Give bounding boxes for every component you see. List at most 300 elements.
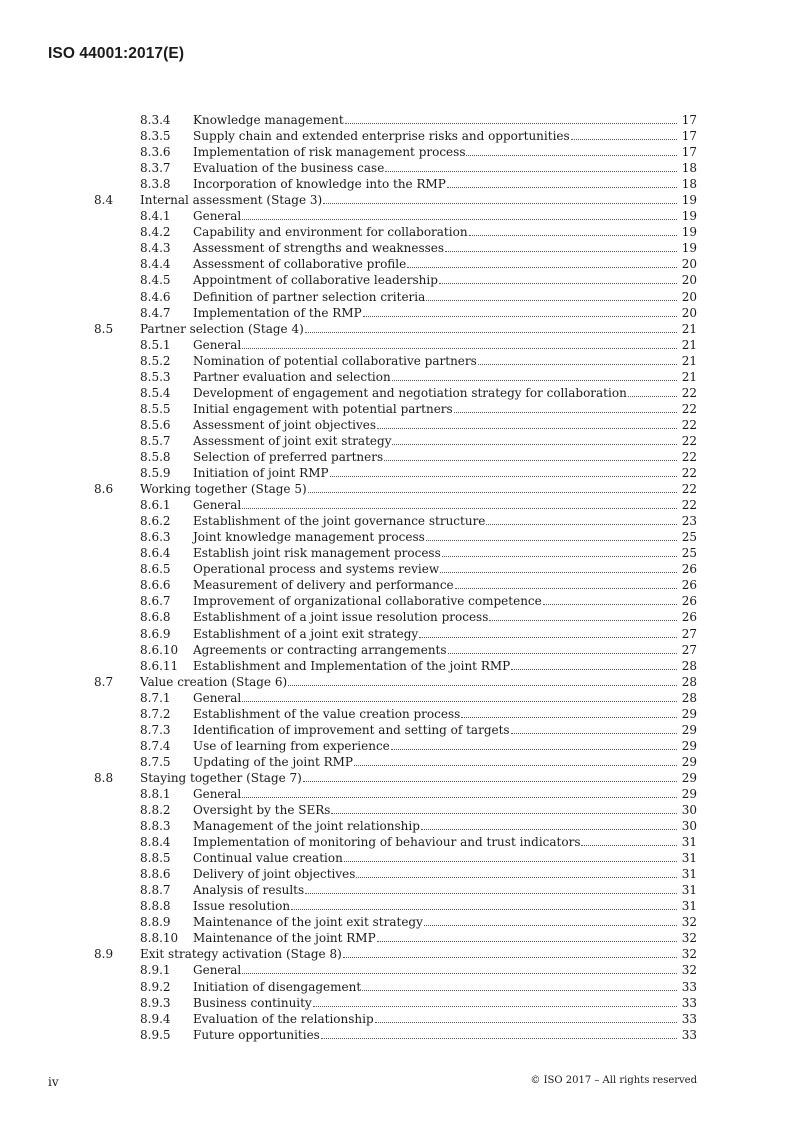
- toc-entry-line: [140, 770, 697, 786]
- toc-entry-number: 8.8: [94, 770, 114, 785]
- toc-entry-title[interactable]: Improvement of organizational collaborative competence: [193, 594, 542, 609]
- toc-entry-line: [193, 144, 697, 160]
- toc-entry-line: [193, 433, 697, 449]
- toc-entry-title[interactable]: General: [193, 963, 242, 978]
- toc-entry-line: [140, 481, 697, 497]
- toc-entry-line: [193, 1027, 697, 1043]
- toc-entry-line: [193, 353, 697, 369]
- toc-entry-page[interactable]: 32: [681, 963, 697, 978]
- toc-dot-leader: [356, 866, 677, 878]
- toc-entry[interactable]: [0, 176, 793, 192]
- toc-entry-title[interactable]: Maintenance of the joint exit strategy: [193, 915, 423, 930]
- toc-entry-line: [193, 401, 697, 417]
- toc-entry[interactable]: [0, 256, 793, 272]
- toc-entry-title[interactable]: Assessment of strengths and weaknesses: [193, 241, 445, 256]
- toc-entry-line: [193, 449, 697, 465]
- toc-entry-line: [193, 369, 697, 385]
- toc-entry[interactable]: [0, 818, 793, 834]
- toc-entry-line: [193, 577, 697, 593]
- toc-entry[interactable]: [0, 866, 793, 882]
- toc-entry-title[interactable]: Internal assessment (Stage 3): [140, 193, 323, 208]
- toc-entry-page[interactable]: 19: [681, 193, 697, 208]
- toc-entry-page[interactable]: 26: [681, 578, 697, 593]
- toc-dot-leader: [391, 738, 677, 750]
- toc-dot-leader: [461, 706, 677, 718]
- toc-entry[interactable]: [0, 914, 793, 930]
- toc-entry-title[interactable]: General: [193, 690, 242, 705]
- toc-entry-line: [193, 786, 697, 802]
- toc-entry-title[interactable]: Continual value creation: [193, 851, 343, 866]
- toc-entry-page[interactable]: 19: [681, 209, 697, 224]
- toc-entry-page[interactable]: 17: [681, 129, 697, 144]
- toc-entry-number: 8.4.1: [140, 209, 171, 224]
- toc-entry-number: 8.5.1: [140, 337, 171, 352]
- toc-entry[interactable]: [0, 337, 793, 353]
- toc-entry-line: [193, 1011, 697, 1027]
- toc-entry[interactable]: [0, 529, 793, 545]
- toc-entry-title[interactable]: Definition of partner selection criteria: [193, 289, 426, 304]
- toc-entry-page[interactable]: 33: [681, 979, 697, 994]
- toc-entry-title[interactable]: Partner selection (Stage 4): [140, 321, 304, 336]
- toc-dot-leader: [375, 1011, 677, 1023]
- toc-entry-page[interactable]: 17: [681, 145, 697, 160]
- toc-entry-number: 8.5.7: [140, 433, 171, 448]
- toc-entry-line: [193, 626, 697, 642]
- toc-entry-page[interactable]: 19: [681, 225, 697, 240]
- toc-entry-line: [193, 176, 697, 192]
- toc-entry-line: [193, 208, 697, 224]
- toc-entry-title[interactable]: Establishment of the value creation process: [193, 706, 461, 721]
- toc-entry[interactable]: [0, 449, 793, 465]
- toc-entry-title[interactable]: Exit strategy activation (Stage 8): [140, 947, 342, 962]
- toc-entry-page[interactable]: 18: [681, 177, 697, 192]
- toc-entry[interactable]: [0, 545, 793, 561]
- toc-dot-leader: [377, 930, 677, 942]
- toc-entry[interactable]: [0, 802, 793, 818]
- toc-entry-page[interactable]: 28: [681, 690, 697, 705]
- toc-entry-page[interactable]: 21: [681, 353, 697, 368]
- toc-entry[interactable]: [0, 401, 793, 417]
- toc-entry-title[interactable]: Evaluation of the relationship: [193, 1011, 374, 1026]
- toc-entry-page[interactable]: 29: [681, 786, 697, 801]
- toc-entry-number: 8.7.3: [140, 722, 171, 737]
- toc-dot-leader: [439, 272, 677, 284]
- toc-dot-leader: [489, 609, 677, 621]
- toc-entry-title[interactable]: Oversight by the SERs: [193, 803, 331, 818]
- toc-entry-title[interactable]: Delivery of joint objectives: [193, 867, 356, 882]
- toc-entry[interactable]: [0, 192, 793, 208]
- toc-entry-number: 8.7.5: [140, 754, 171, 769]
- toc-dot-leader: [466, 144, 677, 156]
- toc-entry-title[interactable]: Management of the joint relationship: [193, 819, 420, 834]
- toc-entry-number: 8.6.2: [140, 514, 171, 529]
- toc-entry[interactable]: [0, 112, 793, 128]
- toc-entry-number: 8.8.9: [140, 915, 171, 930]
- toc-entry-number: 8.9.3: [140, 995, 171, 1010]
- toc-entry[interactable]: [0, 561, 793, 577]
- toc-entry[interactable]: [0, 224, 793, 240]
- toc-entry-number: 8.4.5: [140, 273, 171, 288]
- toc-entry-line: [193, 112, 697, 128]
- toc-entry-title[interactable]: Joint knowledge management process: [193, 530, 425, 545]
- toc-entry[interactable]: [0, 834, 793, 850]
- toc-entry[interactable]: [0, 946, 793, 962]
- toc-entry-page[interactable]: 22: [681, 385, 697, 400]
- toc-entry[interactable]: [0, 722, 793, 738]
- toc-entry-title[interactable]: Knowledge management: [193, 113, 344, 127]
- toc-entry-page[interactable]: 31: [681, 899, 697, 914]
- toc-entry-page[interactable]: 28: [681, 674, 697, 689]
- toc-dot-leader: [242, 208, 677, 220]
- toc-entry[interactable]: [0, 272, 793, 288]
- toc-entry[interactable]: [0, 513, 793, 529]
- toc-entry[interactable]: [0, 577, 793, 593]
- toc-entry-title[interactable]: Development of engagement and negotiation strategy for collaboration: [193, 385, 627, 400]
- toc-entry[interactable]: [0, 754, 793, 770]
- toc-entry-page[interactable]: 31: [681, 851, 697, 866]
- toc-entry-page[interactable]: 29: [681, 706, 697, 721]
- toc-entry-number: 8.3.5: [140, 129, 171, 144]
- toc-entry-page[interactable]: 26: [681, 594, 697, 609]
- toc-dot-leader: [511, 722, 677, 734]
- toc-entry-page[interactable]: 29: [681, 754, 697, 769]
- toc-dot-leader: [345, 112, 677, 124]
- toc-entry-line: [193, 690, 697, 706]
- toc-entry[interactable]: [0, 674, 793, 690]
- toc-entry-number: 8.8.8: [140, 899, 171, 914]
- toc-entry-number: 8.3.7: [140, 161, 171, 176]
- toc-entry[interactable]: [0, 481, 793, 497]
- toc-entry-line: [193, 962, 697, 978]
- toc-entry-title[interactable]: Selection of preferred partners: [193, 449, 384, 464]
- toc-entry-page[interactable]: 29: [681, 738, 697, 753]
- toc-entry[interactable]: [0, 642, 793, 658]
- toc-entry[interactable]: [0, 930, 793, 946]
- toc-dot-leader: [330, 465, 677, 477]
- toc-dot-leader: [440, 561, 677, 573]
- toc-entry-line: [193, 979, 697, 995]
- toc-entry-line: [193, 898, 697, 914]
- toc-entry-number: 8.9.2: [140, 979, 171, 994]
- toc-entry-page[interactable]: 25: [681, 530, 697, 545]
- toc-entry[interactable]: [0, 850, 793, 866]
- toc-entry[interactable]: [0, 609, 793, 625]
- toc-entry-page[interactable]: 26: [681, 610, 697, 625]
- toc-entry-line: [193, 802, 697, 818]
- toc-dot-leader: [362, 979, 677, 991]
- toc-dot-leader: [384, 449, 677, 461]
- toc-dot-leader: [242, 337, 677, 349]
- toc-entry-line: [193, 818, 697, 834]
- toc-entry-title[interactable]: General: [193, 498, 242, 513]
- toc-dot-leader: [308, 481, 677, 493]
- toc-entry-title[interactable]: General: [193, 337, 242, 352]
- toc-entry-title[interactable]: Future opportunities: [193, 1027, 320, 1042]
- toc-entry-page[interactable]: 22: [681, 466, 697, 481]
- toc-entry-page[interactable]: 27: [681, 626, 697, 641]
- toc-entry-number: 8.5.2: [140, 353, 171, 368]
- toc-entry-title[interactable]: General: [193, 786, 242, 801]
- toc-entry-line: [193, 722, 697, 738]
- toc-entry-page[interactable]: 25: [681, 546, 697, 561]
- toc-dot-leader: [426, 529, 677, 541]
- toc-dot-leader: [377, 417, 677, 429]
- toc-entry-line: [193, 272, 697, 288]
- toc-entry-page[interactable]: 33: [681, 1011, 697, 1026]
- toc-entry-number: 8.7.4: [140, 738, 171, 753]
- toc-entry-page[interactable]: 28: [681, 658, 697, 673]
- toc-entry[interactable]: [0, 497, 793, 513]
- toc-entry-line: [140, 192, 697, 208]
- toc-entry[interactable]: [0, 738, 793, 754]
- toc-entry-title[interactable]: Business continuity: [193, 995, 312, 1010]
- toc-entry-line: [193, 706, 697, 722]
- toc-entry-title[interactable]: Evaluation of the business case: [193, 161, 385, 176]
- toc-entry-title[interactable]: Establishment of a joint issue resolution process: [193, 610, 489, 625]
- toc-dot-leader: [448, 642, 677, 654]
- toc-entry-page[interactable]: 30: [681, 803, 697, 818]
- toc-entry[interactable]: [0, 465, 793, 481]
- toc-entry-page[interactable]: 20: [681, 273, 697, 288]
- document-header-id: ISO 44001:2017(E): [48, 45, 185, 62]
- toc-entry[interactable]: [0, 289, 793, 305]
- toc-entry[interactable]: [0, 995, 793, 1011]
- toc-entry-number: 8.8.7: [140, 883, 171, 898]
- toc-entry-title[interactable]: Staying together (Stage 7): [140, 770, 302, 785]
- toc-entry-number: 8.5.8: [140, 449, 171, 464]
- toc-entry[interactable]: [0, 593, 793, 609]
- toc-entry-title[interactable]: Capability and environment for collaboration: [193, 225, 468, 240]
- toc-entry-number: 8.4.2: [140, 225, 171, 240]
- toc-entry-page[interactable]: 23: [681, 514, 697, 529]
- toc-entry[interactable]: [0, 128, 793, 144]
- toc-dot-leader: [455, 577, 677, 589]
- toc-entry-number: 8.8.2: [140, 803, 171, 818]
- toc-entry-title[interactable]: Implementation of risk management process: [193, 145, 466, 160]
- toc-entry-title[interactable]: Partner evaluation and selection: [193, 369, 391, 384]
- toc-entry-number: 8.9.5: [140, 1027, 171, 1042]
- toc-entry[interactable]: [0, 770, 793, 786]
- toc-entry[interactable]: [0, 626, 793, 642]
- toc-entry[interactable]: [0, 433, 793, 449]
- toc-entry-title[interactable]: Identification of improvement and setting of targets: [193, 722, 510, 737]
- toc-dot-leader: [288, 674, 677, 686]
- toc-dot-leader: [571, 128, 677, 140]
- toc-entry-title[interactable]: Initiation of joint RMP: [193, 466, 329, 481]
- toc-entry[interactable]: [0, 979, 793, 995]
- toc-dot-leader: [343, 946, 677, 958]
- toc-entry-page[interactable]: 18: [681, 161, 697, 176]
- toc-entry-number: 8.6.7: [140, 594, 171, 609]
- toc-entry-title[interactable]: Assessment of joint objectives: [193, 417, 377, 432]
- toc-entry-line: [193, 882, 697, 898]
- toc-entry-page[interactable]: 22: [681, 401, 697, 416]
- toc-entry-title[interactable]: Use of learning from experience: [193, 738, 390, 753]
- toc-entry[interactable]: [0, 1027, 793, 1043]
- toc-entry-line: [193, 850, 697, 866]
- toc-entry-page[interactable]: 33: [681, 1027, 697, 1042]
- toc-entry-number: 8.3.6: [140, 145, 171, 160]
- toc-entry-page[interactable]: 21: [681, 321, 697, 336]
- toc-entry-line: [193, 385, 697, 401]
- toc-entry-number: 8.8.10: [140, 931, 179, 946]
- toc-entry[interactable]: [0, 385, 793, 401]
- toc-entry[interactable]: [0, 962, 793, 978]
- toc-entry-title[interactable]: General: [193, 209, 242, 224]
- toc-entry-title[interactable]: Initial engagement with potential partners: [193, 401, 453, 416]
- toc-entry-page[interactable]: 32: [681, 947, 697, 962]
- toc-entry-page[interactable]: 29: [681, 722, 697, 737]
- toc-dot-leader: [511, 658, 677, 670]
- toc-entry-number: 8.5: [94, 321, 114, 336]
- toc-entry-line: [193, 305, 697, 321]
- toc-entry-line: [140, 674, 697, 690]
- toc-entry-page[interactable]: 30: [681, 819, 697, 834]
- toc-entry-title[interactable]: Assessment of collaborative profile: [193, 257, 407, 272]
- toc-entry-page[interactable]: 19: [681, 241, 697, 256]
- toc-entry-title[interactable]: Analysis of results: [193, 883, 305, 898]
- toc-dot-leader: [242, 962, 677, 974]
- toc-entry-page[interactable]: 26: [681, 562, 697, 577]
- toc-entry-title[interactable]: Assessment of joint exit strategy: [193, 433, 392, 448]
- toc-entry[interactable]: [0, 898, 793, 914]
- toc-entry-title[interactable]: Initiation of disengagement: [193, 979, 362, 994]
- toc-entry-page[interactable]: 22: [681, 449, 697, 464]
- toc-entry-line: [193, 224, 697, 240]
- toc-entry-page[interactable]: 29: [681, 770, 697, 785]
- toc-entry-line: [193, 930, 697, 946]
- page-number: iv: [48, 1075, 59, 1089]
- toc-entry-number: 8.9.1: [140, 963, 171, 978]
- toc-entry-line: [193, 738, 697, 754]
- toc-dot-leader: [321, 1027, 677, 1039]
- toc-entry-line: [193, 160, 697, 176]
- toc-dot-leader: [469, 224, 677, 236]
- toc-entry-line: [193, 995, 697, 1011]
- toc-entry-page[interactable]: 32: [681, 931, 697, 946]
- toc-entry-page[interactable]: 33: [681, 995, 697, 1010]
- toc-entry[interactable]: [0, 658, 793, 674]
- toc-entry[interactable]: [0, 1011, 793, 1027]
- toc-entry-number: 8.5.6: [140, 417, 171, 432]
- toc-entry-title[interactable]: Establishment of a joint exit strategy: [193, 626, 419, 641]
- toc-entry-title[interactable]: Establishment of the joint governance structure: [193, 514, 486, 529]
- toc-entry-page[interactable]: 32: [681, 915, 697, 930]
- toc-entry-line: [193, 256, 697, 272]
- toc-entry[interactable]: [0, 882, 793, 898]
- toc-entry-title[interactable]: Agreements or contracting arrangements: [193, 642, 447, 657]
- toc-entry-page[interactable]: 21: [681, 337, 697, 352]
- toc-entry-line: [193, 642, 697, 658]
- toc-dot-leader: [323, 192, 677, 204]
- toc-entry[interactable]: [0, 144, 793, 160]
- toc-entry[interactable]: [0, 321, 793, 337]
- toc-entry-line: [140, 946, 697, 962]
- toc-entry[interactable]: [0, 160, 793, 176]
- toc-entry-number: 8.6.4: [140, 546, 171, 561]
- toc-dot-leader: [628, 385, 677, 397]
- toc-entry-title[interactable]: Issue resolution: [193, 899, 291, 914]
- toc-dot-leader: [426, 289, 677, 301]
- toc-entry-title[interactable]: Incorporation of knowledge into the RMP: [193, 177, 446, 192]
- toc-entry-page[interactable]: 20: [681, 289, 697, 304]
- toc-dot-leader: [407, 256, 677, 268]
- toc-entry-line: [193, 240, 697, 256]
- toc-dot-leader: [354, 754, 677, 766]
- toc-entry-page[interactable]: 21: [681, 369, 697, 384]
- toc-entry-page[interactable]: 20: [681, 305, 697, 320]
- toc-entry-title[interactable]: Maintenance of the joint RMP: [193, 931, 376, 946]
- toc-entry-page[interactable]: 22: [681, 433, 697, 448]
- toc-dot-leader: [242, 786, 677, 798]
- toc-entry[interactable]: [0, 369, 793, 385]
- toc-entry-line: [193, 465, 697, 481]
- toc-entry-number: 8.6.11: [140, 658, 179, 673]
- toc-entry-page[interactable]: 20: [681, 257, 697, 272]
- toc-entry-title[interactable]: Establish joint risk management process: [193, 546, 441, 561]
- toc-entry-line: [193, 561, 697, 577]
- toc-entry-number: 8.6: [94, 482, 114, 497]
- table-of-contents: [0, 112, 793, 1043]
- toc-entry-number: 8.8.6: [140, 867, 171, 882]
- toc-entry-title[interactable]: Implementation of the RMP: [193, 305, 362, 320]
- toc-entry-page[interactable]: 22: [681, 498, 697, 513]
- toc-entry-page[interactable]: 17: [681, 113, 697, 127]
- toc-entry[interactable]: [0, 353, 793, 369]
- toc-entry-number: 8.4.6: [140, 289, 171, 304]
- toc-entry[interactable]: [0, 690, 793, 706]
- toc-entry-title[interactable]: Appointment of collaborative leadership: [193, 273, 438, 288]
- toc-entry-line: [193, 417, 697, 433]
- toc-entry[interactable]: [0, 305, 793, 321]
- toc-entry-line: [193, 866, 697, 882]
- toc-entry-title[interactable]: Implementation of monitoring of behaviour and trust indicators: [193, 835, 581, 850]
- toc-dot-leader: [424, 914, 677, 926]
- copyright-notice: © ISO 2017 – All rights reserved: [530, 1075, 697, 1086]
- toc-entry-page[interactable]: 27: [681, 642, 697, 657]
- toc-entry-title[interactable]: Value creation (Stage 6): [140, 674, 288, 689]
- toc-entry-title[interactable]: Nomination of potential collaborative partners: [193, 353, 477, 368]
- toc-entry-line: [193, 289, 697, 305]
- toc-entry-page[interactable]: 31: [681, 883, 697, 898]
- toc-entry-title[interactable]: Updating of the joint RMP: [193, 754, 354, 769]
- toc-entry-number: 8.4.4: [140, 257, 171, 272]
- toc-entry-line: [193, 497, 697, 513]
- toc-entry-title[interactable]: Supply chain and extended enterprise risks and opportunities: [193, 129, 570, 144]
- toc-entry[interactable]: [0, 417, 793, 433]
- toc-entry[interactable]: [0, 786, 793, 802]
- toc-entry-line: [193, 128, 697, 144]
- toc-entry-title[interactable]: Establishment and Implementation of the joint RMP: [193, 658, 511, 673]
- toc-entry-title[interactable]: Operational process and systems review: [193, 562, 440, 577]
- toc-entry-page[interactable]: 22: [681, 482, 697, 497]
- toc-entry-line: [193, 834, 697, 850]
- toc-entry-title[interactable]: Measurement of delivery and performance: [193, 578, 454, 593]
- toc-dot-leader: [392, 433, 677, 445]
- toc-entry[interactable]: [0, 240, 793, 256]
- toc-entry-page[interactable]: 31: [681, 835, 697, 850]
- toc-entry-page[interactable]: 31: [681, 867, 697, 882]
- toc-entry-page[interactable]: 22: [681, 417, 697, 432]
- toc-dot-leader: [543, 593, 677, 605]
- toc-entry-title[interactable]: Working together (Stage 5): [140, 482, 307, 497]
- toc-entry[interactable]: [0, 208, 793, 224]
- toc-entry-number: 8.4.7: [140, 305, 171, 320]
- toc-dot-leader: [478, 353, 677, 365]
- toc-entry-number: 8.5.9: [140, 466, 171, 481]
- toc-entry[interactable]: [0, 706, 793, 722]
- toc-dot-leader: [447, 176, 677, 188]
